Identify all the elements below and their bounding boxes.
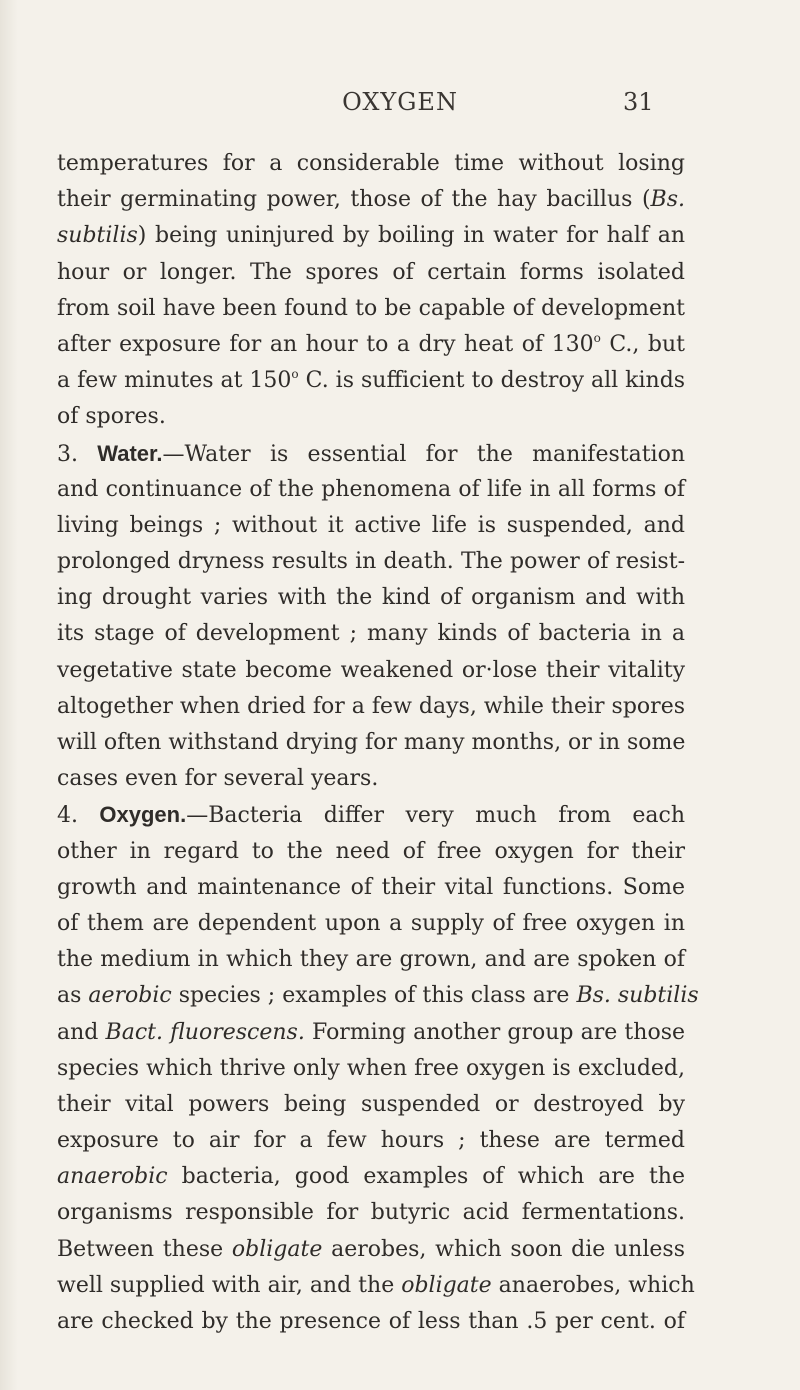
- page-header: [0, 88, 800, 128]
- text-line: living beings ; without it active life is suspended, and: [57, 512, 685, 538]
- page-gutter-shadow: [0, 0, 18, 1390]
- text-line: a few minutes at 150$^o$ C. is sufficient to destroy all kinds: [57, 367, 686, 394]
- text-line: and continuance of the phenomena of life in all forms of: [57, 476, 685, 502]
- text-line: anaerobic bacteria, good examples of which are the: [57, 1164, 685, 1190]
- section-heading-water: Water.: [97, 440, 163, 466]
- text-line: as aerobic species ; examples of this class are Bs. subtilis: [57, 983, 699, 1009]
- text-line: of them are dependent upon a supply of free oxygen in: [57, 910, 685, 936]
- text-line: its stage of development ; many kinds of bacteria in a: [57, 621, 685, 647]
- text-line: hour or longer. The spores of certain forms isolated: [57, 259, 685, 285]
- text-line: their vital powers being suspended or destroyed by: [57, 1091, 685, 1117]
- text-line: Between these obligate aerobes, which soon die unless: [57, 1236, 685, 1262]
- text-line: organisms responsible for butyric acid fermentations.: [57, 1200, 685, 1226]
- text-line: exposure to air for a few hours ; these are termed: [57, 1128, 685, 1154]
- text-line: will often withstand drying for many months, or in some: [57, 730, 686, 755]
- text-line: cases even for several years.: [57, 766, 379, 792]
- text-line: the medium in which they are grown, and are spoken of: [57, 947, 685, 973]
- body-text: [57, 146, 699, 1340]
- section-heading-line: 3. Water.—Water is essential for the manifestation: [57, 440, 685, 467]
- text-line: from soil have been found to be capable of development: [57, 295, 685, 321]
- section-heading-line: 4. Oxygen.—Bacteria differ very much from each: [57, 802, 685, 829]
- text-line: of spores.: [57, 404, 166, 430]
- text-line: vegetative state become weakened or·lose their vitality: [57, 657, 685, 683]
- text-line: species which thrive only when free oxygen is excluded,: [57, 1055, 685, 1081]
- text-line: after exposure for an hour to a dry heat of 130$^o$ C., but: [57, 330, 685, 357]
- text-line: subtilis) being uninjured by boiling in water for half an: [57, 223, 685, 249]
- text-line: and Bact. fluorescens. Forming another group are those: [57, 1019, 685, 1045]
- text-line: their germinating power, those of the hay bacillus (Bs.: [57, 187, 685, 213]
- section-heading-oxygen: Oxygen.: [99, 802, 187, 828]
- text-line: growth and maintenance of their vital functions. Some: [57, 874, 685, 900]
- text-line: ing drought varies with the kind of organism and with: [57, 585, 685, 611]
- text-line: altogether when dried for a few days, while their spores: [57, 693, 685, 719]
- text-line: well supplied with air, and the obligate anaerobes, which: [57, 1272, 695, 1298]
- page-number: 31: [623, 88, 654, 116]
- text-line: prolonged dryness results in death. The power of resist-: [57, 549, 685, 575]
- text-line: other in regard to the need of free oxygen for their: [57, 838, 685, 864]
- text-line: temperatures for a considerable time without losing: [57, 151, 685, 176]
- text-line: are checked by the presence of less than .5 per cent. of: [57, 1309, 685, 1334]
- running-head: OXYGEN: [342, 88, 458, 116]
